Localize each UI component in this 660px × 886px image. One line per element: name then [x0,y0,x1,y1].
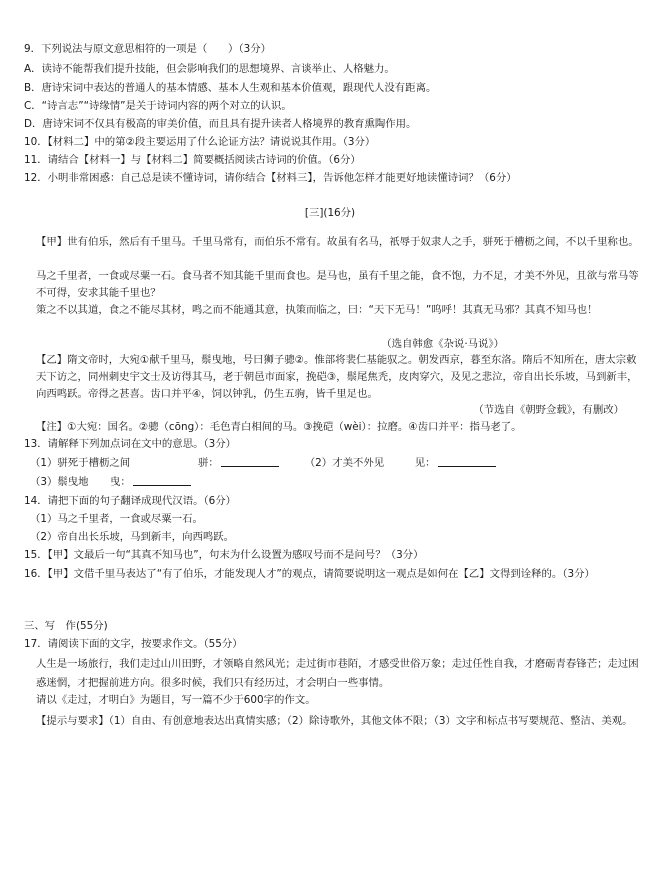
q9-option-b: B．唐诗宋词中表达的普通人的基本情感、基本人生观和基本价值观，跟现代人没有距离。 [24,82,437,94]
q13-item-3: （3）鬃曳地 [30,476,89,488]
q16: 16．【甲】文借千里马表达了“有了伯乐，才能发现人才”的观点，请简要说明这一观点是如何在【乙】文得到诠释的。（3分） [24,568,595,580]
jia-paragraph-3: 策之不以其道，食之不能尽其材，鸣之而不能通其意，执策而临之，曰：“天下无马！”呜呼！其真无马邪？其真不知马也！ [36,304,598,316]
q14-item-1: （1）马之千里者，一食或尽粟一石。 [30,513,203,525]
jia-source: （选自韩愈《杂说·马说》） [381,338,504,350]
q14-stem: 14．请把下面的句子翻译成现代汉语。（6分） [24,495,237,507]
writing-prompt-paragraph: 人生是一场旅行，我们走过山川田野，才领略自然风光；走过街市巷陌，才感受世俗万象；走过任性自我，才磨砺青春锋芒；走过困惑迷惘，才把握前进方向。很多时候，我们只有经历过，才会明白一些事情。 [36,658,639,689]
q13-answer-blank-2[interactable] [438,456,496,467]
q13-answer-blank-3[interactable] [133,475,191,486]
q14-item-2: （2）帝自出长乐坡，马到新丰，向西鸣跃。 [30,531,235,543]
q9-option-c: C．“诗言志”“诗缘情”是关于诗词内容的两个对立的认识。 [24,100,292,112]
q13-answer-blank-1[interactable] [221,456,279,467]
q13-word-3: 曳： [110,476,131,488]
q9-option-d: D．唐诗宋词不仅具有极高的审美价值，而且具有提升读者人格境界的教育熏陶作用。 [24,118,417,130]
q13-stem: 13．请解释下列加点词在文中的意思。（3分） [24,438,237,450]
jia-paragraph-2: 马之千里者，一食或尽粟一石。食马者不知其能千里而食也。是马也，虽有千里之能，食不饱，力不足，才美不外见，且欲与常马等不可得，安求其能千里也？ [36,270,639,299]
q12: 12．小明非常困惑：自己总是读不懂诗词，请你结合【材料三】，告诉他怎样才能更好地读懂诗词？（6分） [24,172,517,184]
q11: 11．请结合【材料一】与【材料二】简要概括阅读古诗词的价值。（6分） [24,154,361,166]
q13-item-2: （2）才美不外见 [304,457,385,469]
q15: 15．【甲】文最后一句“其真不知马也”，句末为什么设置为感叹号而不是问号？（3分） [24,549,424,561]
yi-note: 【注】①大宛：国名。②骢（cōng）：毛色青白相间的马。③挽硙（wèi）：拉磨。④齿口并平：指马老了。 [36,421,522,433]
q13-item-1: （1）骈死于槽枥之间 [30,457,131,469]
q13-word-2: 见： [414,457,436,469]
writing-task: 请以《走过，才明白》为题目，写一篇不少于600字的作文。 [36,694,316,706]
q13-row-1 [30,456,648,470]
q17-stem: 17．请阅读下面的文字，按要求作文。（55分） [24,638,243,650]
writing-title: 三、写 作(55分) [24,620,108,632]
q13-word-1: 骈： [198,457,219,469]
jia-paragraph-1: 【甲】世有伯乐，然后有千里马。千里马常有，而伯乐不常有。故虽有名马，祇辱于奴隶人之手，骈死于槽枥之间，不以千里称也。 [36,236,639,248]
writing-requirements: 【提示与要求】（1）自由、有创意地表达出真情实感；（2）除诗歌外，其他文体不限；（3）文字和标点书写要规范、整洁、美观。 [36,715,633,727]
yi-source: （节选自《朝野佥载》，有删改） [473,404,624,416]
q9-option-a: A．读诗不能帮我们提升技能，但会影响我们的思想境界、言谈举止、人格魅力。 [24,63,395,75]
q9-stem: 9．下列说法与原文意思相符的一项是（ ）（3分） [24,43,272,55]
section3-title: [三](16分) [304,207,356,219]
yi-paragraph: 【乙】隋文帝时，大宛①献千里马，鬃曳地，号曰狮子骢②。惟部将裴仁基能驭之。朝发西京，暮至东洛。隋后不知所在，唐太宗敕天下访之，同州刺史宇文士及访得其马，老于朝邑市面家，挽硙③，鬃尾焦秃，皮肉穿穴，及见之悲泣，帝自出长乐坡，马到新丰，向西鸣跃。帝得之甚喜。齿口并平④，饲以钟乳，仍生五驹，皆千里足也。 [36,354,638,400]
q10: 10．【材料二】中的第②段主要运用了什么论证方法？请说说其作用。（3分） [24,136,376,148]
q13-row-2 [30,475,648,489]
